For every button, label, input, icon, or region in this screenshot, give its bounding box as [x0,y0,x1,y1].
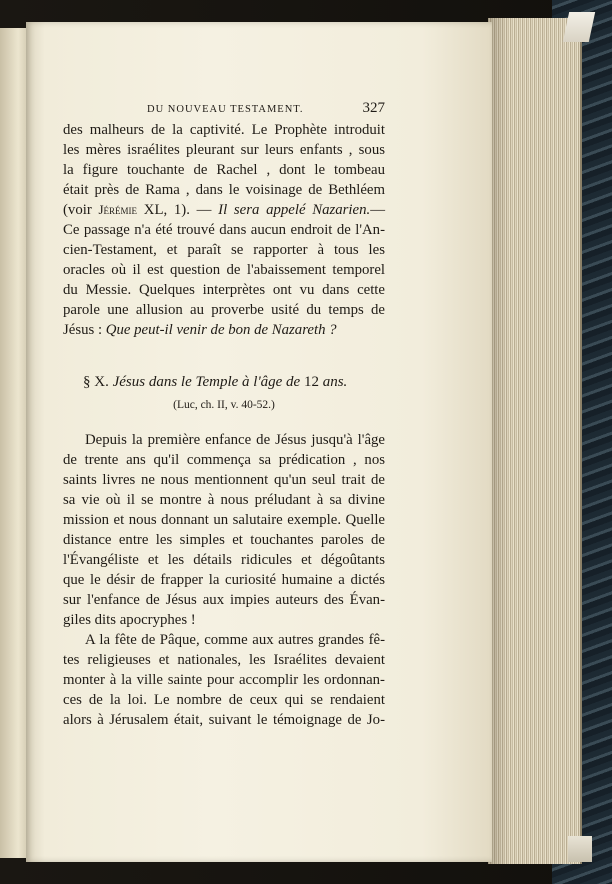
proverb-quotation: Que peut-il venir de bon de Nazareth ? [105,322,337,338]
previous-page-edge [0,28,26,858]
page-number: 327 [362,100,385,116]
text-line: (voir Jérémie XL, 1). — Il sera appelé Nazarien.— [63,202,385,218]
text-line: saints livres ne nous mentionnent qu'un seul trait de [63,472,385,488]
text-line: A la fête de Pâque, comme aux autres grandes fê- [85,632,385,648]
paragraph-1 [63,120,385,340]
section-reference: (Luc, ch. II, v. 40-52.) [173,399,275,411]
text-line: alors à Jérusalem était, suivant le témoignage de Jo- [63,712,385,728]
bookmark-bottom [568,836,592,862]
text-line: sa vie où il se montre à nous préludant à sa divine [63,492,385,508]
text-line: Ce passage n'a été trouvé dans aucun endroit de l'An- [63,222,385,238]
text-line: de trente ans qu'il commença sa prédication , nos [63,452,385,468]
text-line: ces de la loi. Le nombre de ceux qui se rendaient [63,692,385,708]
text-line: que le désir de frapper la curiosité humaine a dictés [63,572,385,588]
text-line: sur l'enfance de Jésus aux impies auteurs des Évan- [63,592,385,608]
section-heading: § X. Jésus dans le Temple à l'âge de 12 ans. [83,374,348,390]
page-header [63,98,385,120]
text-line: cien-Testament, et paraît se rapporter à tous les [63,242,385,258]
text-line: la figure touchante de Rachel , dont le tombeau [63,162,385,178]
text-line: distance entre les simples et touchantes paroles de [63,532,385,548]
running-head: DU NOUVEAU TESTAMENT. [147,104,304,115]
text-line: giles dits apocryphes ! [63,612,196,628]
paragraph-2 [63,430,385,630]
text-line: tes religieuses et nationales, les Israélites devaient [63,652,385,668]
text-line: des malheurs de la captivité. Le Prophète introduit [63,122,385,138]
text-line: oracles où il est question de l'abaissement temporel [63,262,385,278]
text-line: l'Évangéliste et les détails ridicules et dégoûtants [63,552,385,568]
page-text [63,98,385,730]
text-line: Depuis la première enfance de Jésus jusqu'à l'âge [85,432,385,448]
text-line: monter à la ville sainte pour accomplir les ordonnan- [63,672,385,688]
text-line: les mères israélites pleurant sur leurs enfants , sous [63,142,385,158]
text-line: du Messie. Quelques interprètes ont vu dans cette [63,282,385,298]
paragraph-3 [63,630,385,730]
text-line: était près de Rama , dans le voisinage de Bethléem [63,182,385,198]
text-line: mission et nous donnant un salutaire exemple. Quelle [63,512,385,528]
text-line: Jésus : Que peut-il venir de bon de Nazareth ? [63,322,337,338]
quotation: Il sera appelé Nazarien. [218,202,371,218]
text-line: parole une allusion au proverbe usité du temps de [63,302,385,318]
bible-reference: Jérémie [98,202,138,217]
